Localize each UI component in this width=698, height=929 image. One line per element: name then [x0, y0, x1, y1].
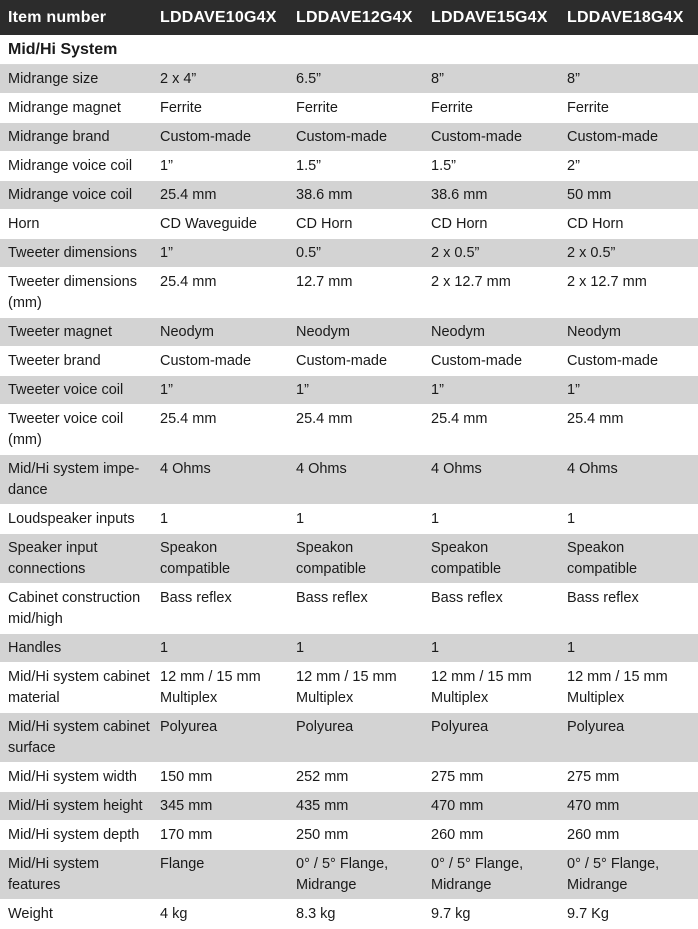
table-row [0, 318, 698, 347]
table-row [0, 210, 698, 239]
row-value: 1” [296, 382, 309, 398]
row-value: 0° / 5° Flange, Midrange [567, 856, 660, 893]
section-title: Mid/Hi System [0, 35, 698, 65]
row-value: Ferrite [431, 100, 473, 116]
row-value: Neodym [567, 324, 621, 340]
row-value: Neodym [296, 324, 350, 340]
row-value: 2 x 0.5” [567, 245, 616, 261]
row-label: Mid/Hi system depth [8, 827, 140, 843]
row-value: 252 mm [296, 769, 349, 785]
row-value: 25.4 mm [160, 187, 217, 203]
row-value: Custom-made [160, 129, 252, 145]
row-value: Polyurea [567, 719, 625, 735]
row-value: 50 mm [567, 187, 612, 203]
row-value: CD Horn [567, 216, 624, 232]
table-row [0, 534, 698, 584]
row-value: 1 [431, 640, 440, 656]
row-value: 260 mm [567, 827, 620, 843]
row-value: 470 mm [567, 798, 620, 814]
row-value: 2” [567, 158, 580, 174]
row-value: 275 mm [431, 769, 484, 785]
table-row [0, 713, 698, 763]
table-row [0, 123, 698, 152]
row-label: Mid/Hi system cabinet material [8, 669, 150, 706]
row-value: 1” [160, 245, 173, 261]
table-row [0, 505, 698, 534]
table-row [0, 900, 698, 929]
row-value: 8” [567, 71, 580, 87]
row-value: 1” [431, 382, 444, 398]
row-value: 1 [431, 511, 440, 527]
row-value: Bass reflex [431, 590, 503, 606]
row-value: Ferrite [567, 100, 609, 116]
row-value: CD Waveguide [160, 216, 257, 232]
row-label: Midrange voice coil [8, 158, 133, 174]
row-label: Tweeter voice coil [8, 382, 124, 398]
header-label: Item number [8, 8, 107, 26]
table-row [0, 376, 698, 405]
model-header: LDDAVE10G4X [160, 8, 277, 26]
table-row [0, 821, 698, 850]
row-value: 1 [160, 640, 169, 656]
row-value: 8” [431, 71, 444, 87]
row-label: Speaker input connections [8, 540, 98, 577]
table-row [0, 584, 698, 634]
row-label: Weight [8, 906, 53, 922]
table-row [0, 850, 698, 900]
row-value: Neodym [160, 324, 214, 340]
row-value: Speakon compatible [567, 540, 638, 577]
table-row [0, 65, 698, 94]
row-value: Custom-made [567, 353, 659, 369]
row-label: Tweeter dimensions [8, 245, 137, 261]
table-row [0, 181, 698, 210]
row-value: Polyurea [431, 719, 489, 735]
row-value: Speakon compatible [431, 540, 502, 577]
row-value: 12 mm / 15 mm Multiplex [296, 669, 397, 706]
row-value: 1 [567, 640, 576, 656]
row-label: Tweeter magnet [8, 324, 112, 340]
row-value: Polyurea [296, 719, 354, 735]
table-row [0, 792, 698, 821]
row-value: Ferrite [160, 100, 202, 116]
row-value: 1 [296, 511, 305, 527]
row-value: 1.5” [296, 158, 321, 174]
table-row [0, 239, 698, 268]
row-value: Custom-made [296, 129, 388, 145]
row-value: 12 mm / 15 mm Multiplex [160, 669, 261, 706]
row-value: 4 Ohms [296, 461, 347, 477]
row-value: 25.4 mm [296, 411, 353, 427]
table-body [0, 65, 698, 929]
row-value: Custom-made [431, 129, 523, 145]
row-label: Midrange brand [8, 129, 110, 145]
row-label: Cabinet construction mid/high [8, 590, 141, 627]
row-value: Flange [160, 856, 205, 872]
row-value: 2 x 0.5” [431, 245, 480, 261]
row-value: 1” [567, 382, 580, 398]
row-value: Neodym [431, 324, 485, 340]
row-value: 1” [160, 158, 173, 174]
row-value: 25.4 mm [160, 411, 217, 427]
model-header: LDDAVE18G4X [567, 8, 684, 26]
row-value: Speakon compatible [296, 540, 367, 577]
table-row [0, 94, 698, 123]
row-label: Tweeter dimensions (mm) [8, 274, 137, 311]
row-label: Mid/Hi system cabinet surface [8, 719, 150, 756]
row-value: 2 x 12.7 mm [431, 274, 511, 290]
row-label: Tweeter voice coil (mm) [8, 411, 124, 448]
row-value: 25.4 mm [567, 411, 624, 427]
row-value: 4 Ohms [160, 461, 211, 477]
row-value: 260 mm [431, 827, 484, 843]
row-value: 170 mm [160, 827, 213, 843]
row-value: 2 x 12.7 mm [567, 274, 647, 290]
row-label: Handles [8, 640, 62, 656]
row-label: Mid/Hi system height [8, 798, 143, 814]
row-label: Mid/Hi system features [8, 856, 100, 893]
table-row [0, 663, 698, 713]
row-value: 1 [567, 511, 576, 527]
row-value: 9.7 kg [431, 906, 471, 922]
row-value: CD Horn [296, 216, 353, 232]
row-value: 4 Ohms [431, 461, 482, 477]
row-value: Speakon compatible [160, 540, 231, 577]
table-row [0, 634, 698, 663]
row-value: 0° / 5° Flange, Midrange [296, 856, 389, 893]
row-value: Custom-made [160, 353, 252, 369]
row-value: 1 [160, 511, 169, 527]
row-label: Midrange magnet [8, 100, 121, 116]
row-value: 4 Ohms [567, 461, 618, 477]
row-value: Polyurea [160, 719, 218, 735]
row-label: Midrange size [8, 71, 99, 87]
row-value: 38.6 mm [296, 187, 353, 203]
row-value: 4 kg [160, 906, 188, 922]
row-value: Custom-made [567, 129, 659, 145]
row-value: 38.6 mm [431, 187, 488, 203]
table-row [0, 763, 698, 792]
model-header: LDDAVE15G4X [431, 8, 548, 26]
table-row [0, 152, 698, 181]
row-value: 275 mm [567, 769, 620, 785]
row-value: Custom-made [431, 353, 523, 369]
row-value: 1” [160, 382, 173, 398]
row-value: Bass reflex [567, 590, 639, 606]
row-label: Mid/Hi system width [8, 769, 137, 785]
row-label: Horn [8, 216, 40, 232]
row-value: 12 mm / 15 mm Multiplex [567, 669, 668, 706]
table-row [0, 405, 698, 455]
row-value: Custom-made [296, 353, 388, 369]
table-row [0, 347, 698, 376]
row-value: 25.4 mm [431, 411, 488, 427]
table-header [0, 0, 698, 35]
row-value: 8.3 kg [296, 906, 336, 922]
row-value: 250 mm [296, 827, 349, 843]
row-value: 345 mm [160, 798, 213, 814]
row-value: 2 x 4” [160, 71, 197, 87]
row-value: 1.5” [431, 158, 456, 174]
model-header: LDDAVE12G4X [296, 8, 413, 26]
row-value: Bass reflex [160, 590, 232, 606]
row-value: Ferrite [296, 100, 338, 116]
row-value: 1 [296, 640, 305, 656]
table-row [0, 455, 698, 505]
row-label: Tweeter brand [8, 353, 101, 369]
row-value: Bass reflex [296, 590, 368, 606]
row-label: Loudspeaker inputs [8, 511, 135, 527]
row-value: CD Horn [431, 216, 488, 232]
row-value: 470 mm [431, 798, 484, 814]
row-value: 0.5” [296, 245, 321, 261]
row-value: 0° / 5° Flange, Midrange [431, 856, 524, 893]
row-label: Midrange voice coil [8, 187, 133, 203]
table-row [0, 268, 698, 318]
row-value: 6.5” [296, 71, 321, 87]
row-value: 435 mm [296, 798, 349, 814]
row-value: 12.7 mm [296, 274, 353, 290]
row-value: 150 mm [160, 769, 213, 785]
row-value: 25.4 mm [160, 274, 217, 290]
row-value: 9.7 Kg [567, 906, 609, 922]
row-label: Mid/Hi system impe-dance [8, 461, 140, 498]
row-value: 12 mm / 15 mm Multiplex [431, 669, 532, 706]
